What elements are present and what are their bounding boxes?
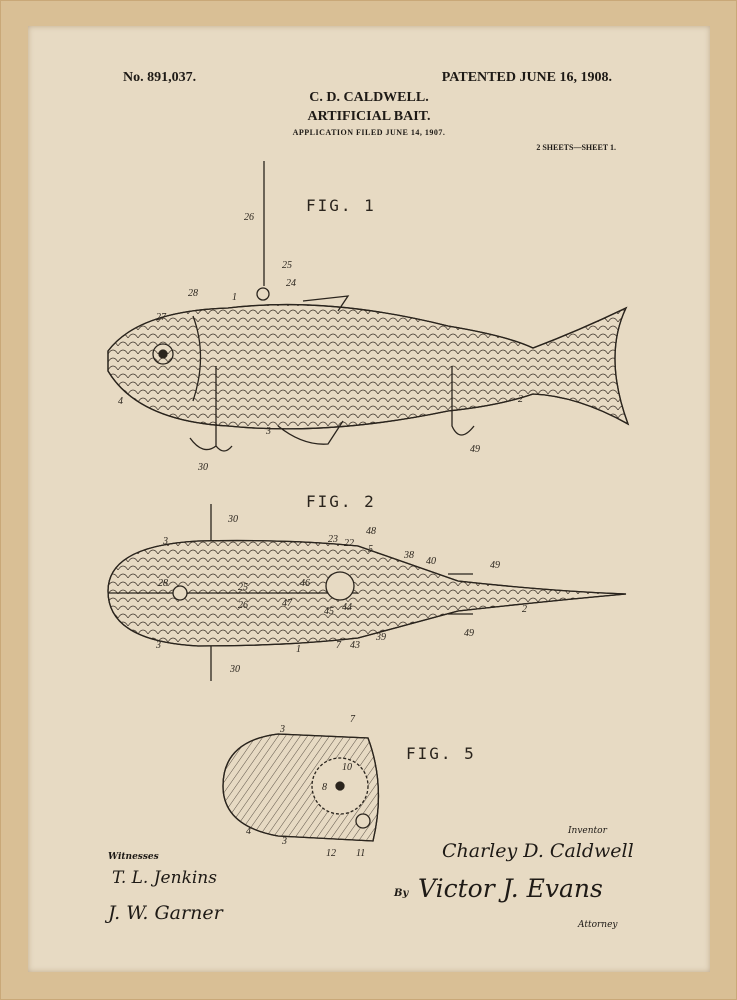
patent-sheet	[28, 26, 710, 972]
sheet-count: 2 SHEETS—SHEET 1.	[536, 143, 616, 152]
witness-signature-1: T. L. Jenkins	[112, 868, 217, 888]
fig1-label: FIG. 1	[306, 196, 376, 215]
ref-label: 45	[324, 606, 334, 617]
ref-label: 25	[238, 582, 248, 593]
ref-label: 26	[244, 212, 254, 223]
patent-number: No. 891,037.	[123, 70, 197, 85]
attorney-label: Attorney	[578, 920, 618, 930]
ref-label: 8	[322, 782, 327, 793]
ref-label: 39	[376, 632, 386, 643]
ref-label: 49	[490, 560, 500, 571]
ref-label: 28	[188, 288, 198, 299]
ref-label: 2	[518, 394, 523, 405]
ref-label: 43	[350, 640, 360, 651]
ref-label: 1	[232, 292, 237, 303]
ref-label: 30	[198, 462, 208, 473]
patent-title: ARTIFICIAL BAIT.	[307, 109, 431, 124]
ref-label: 3	[163, 536, 168, 547]
attorney-signature: Victor J. Evans	[418, 874, 603, 903]
ref-label: 1	[296, 644, 301, 655]
inventor-label: Inventor	[568, 826, 607, 836]
ref-label: 23	[328, 534, 338, 545]
fig5-label: FIG. 5	[406, 744, 476, 763]
by-label: By	[394, 888, 409, 899]
fig1-fish-drawing	[108, 161, 628, 451]
witness-signature-2: J. W. Garner	[108, 902, 223, 924]
ref-label: 40	[426, 556, 436, 567]
ref-label: 27	[156, 312, 166, 323]
ref-label: 5	[368, 544, 373, 555]
ref-label: 11	[356, 848, 366, 859]
patent-date: PATENTED JUNE 16, 1908.	[441, 70, 612, 85]
ref-label: 10	[342, 762, 352, 773]
ref-label: 4	[246, 826, 251, 837]
witnesses-label: Witnesses	[108, 852, 159, 862]
patent-drawings	[28, 26, 710, 972]
application-filed: APPLICATION FILED JUNE 14, 1907.	[292, 128, 446, 137]
ref-label: 3	[280, 724, 285, 735]
fig5-section-drawing	[223, 734, 378, 841]
ref-label: 44	[342, 602, 352, 613]
ref-label: 3	[282, 836, 287, 847]
ref-label: 24	[286, 278, 296, 289]
ref-label: 48	[366, 526, 376, 537]
ref-label: 7	[336, 640, 341, 651]
ref-label: 25	[282, 260, 292, 271]
inventor-heading: C. D. CALDWELL.	[309, 90, 429, 105]
fig2-label: FIG. 2	[306, 492, 376, 511]
ref-label: 30	[228, 514, 238, 525]
ref-label: 12	[326, 848, 336, 859]
ref-label: 30	[230, 664, 240, 675]
ref-label: 2	[522, 604, 527, 615]
ref-label: 49	[470, 444, 480, 455]
ref-label: 47	[282, 598, 292, 609]
ref-label: 46	[300, 578, 310, 589]
ref-label: 22	[344, 538, 354, 549]
ref-label: 3	[266, 426, 271, 437]
ref-label: 26	[238, 600, 248, 611]
ref-label: 49	[464, 628, 474, 639]
inventor-signature: Charley D. Caldwell	[442, 840, 634, 862]
ref-label: 3	[156, 640, 161, 651]
ref-label: 28	[158, 578, 168, 589]
ref-label: 4	[118, 396, 123, 407]
ref-label: 7	[350, 714, 355, 725]
ref-label: 38	[404, 550, 414, 561]
